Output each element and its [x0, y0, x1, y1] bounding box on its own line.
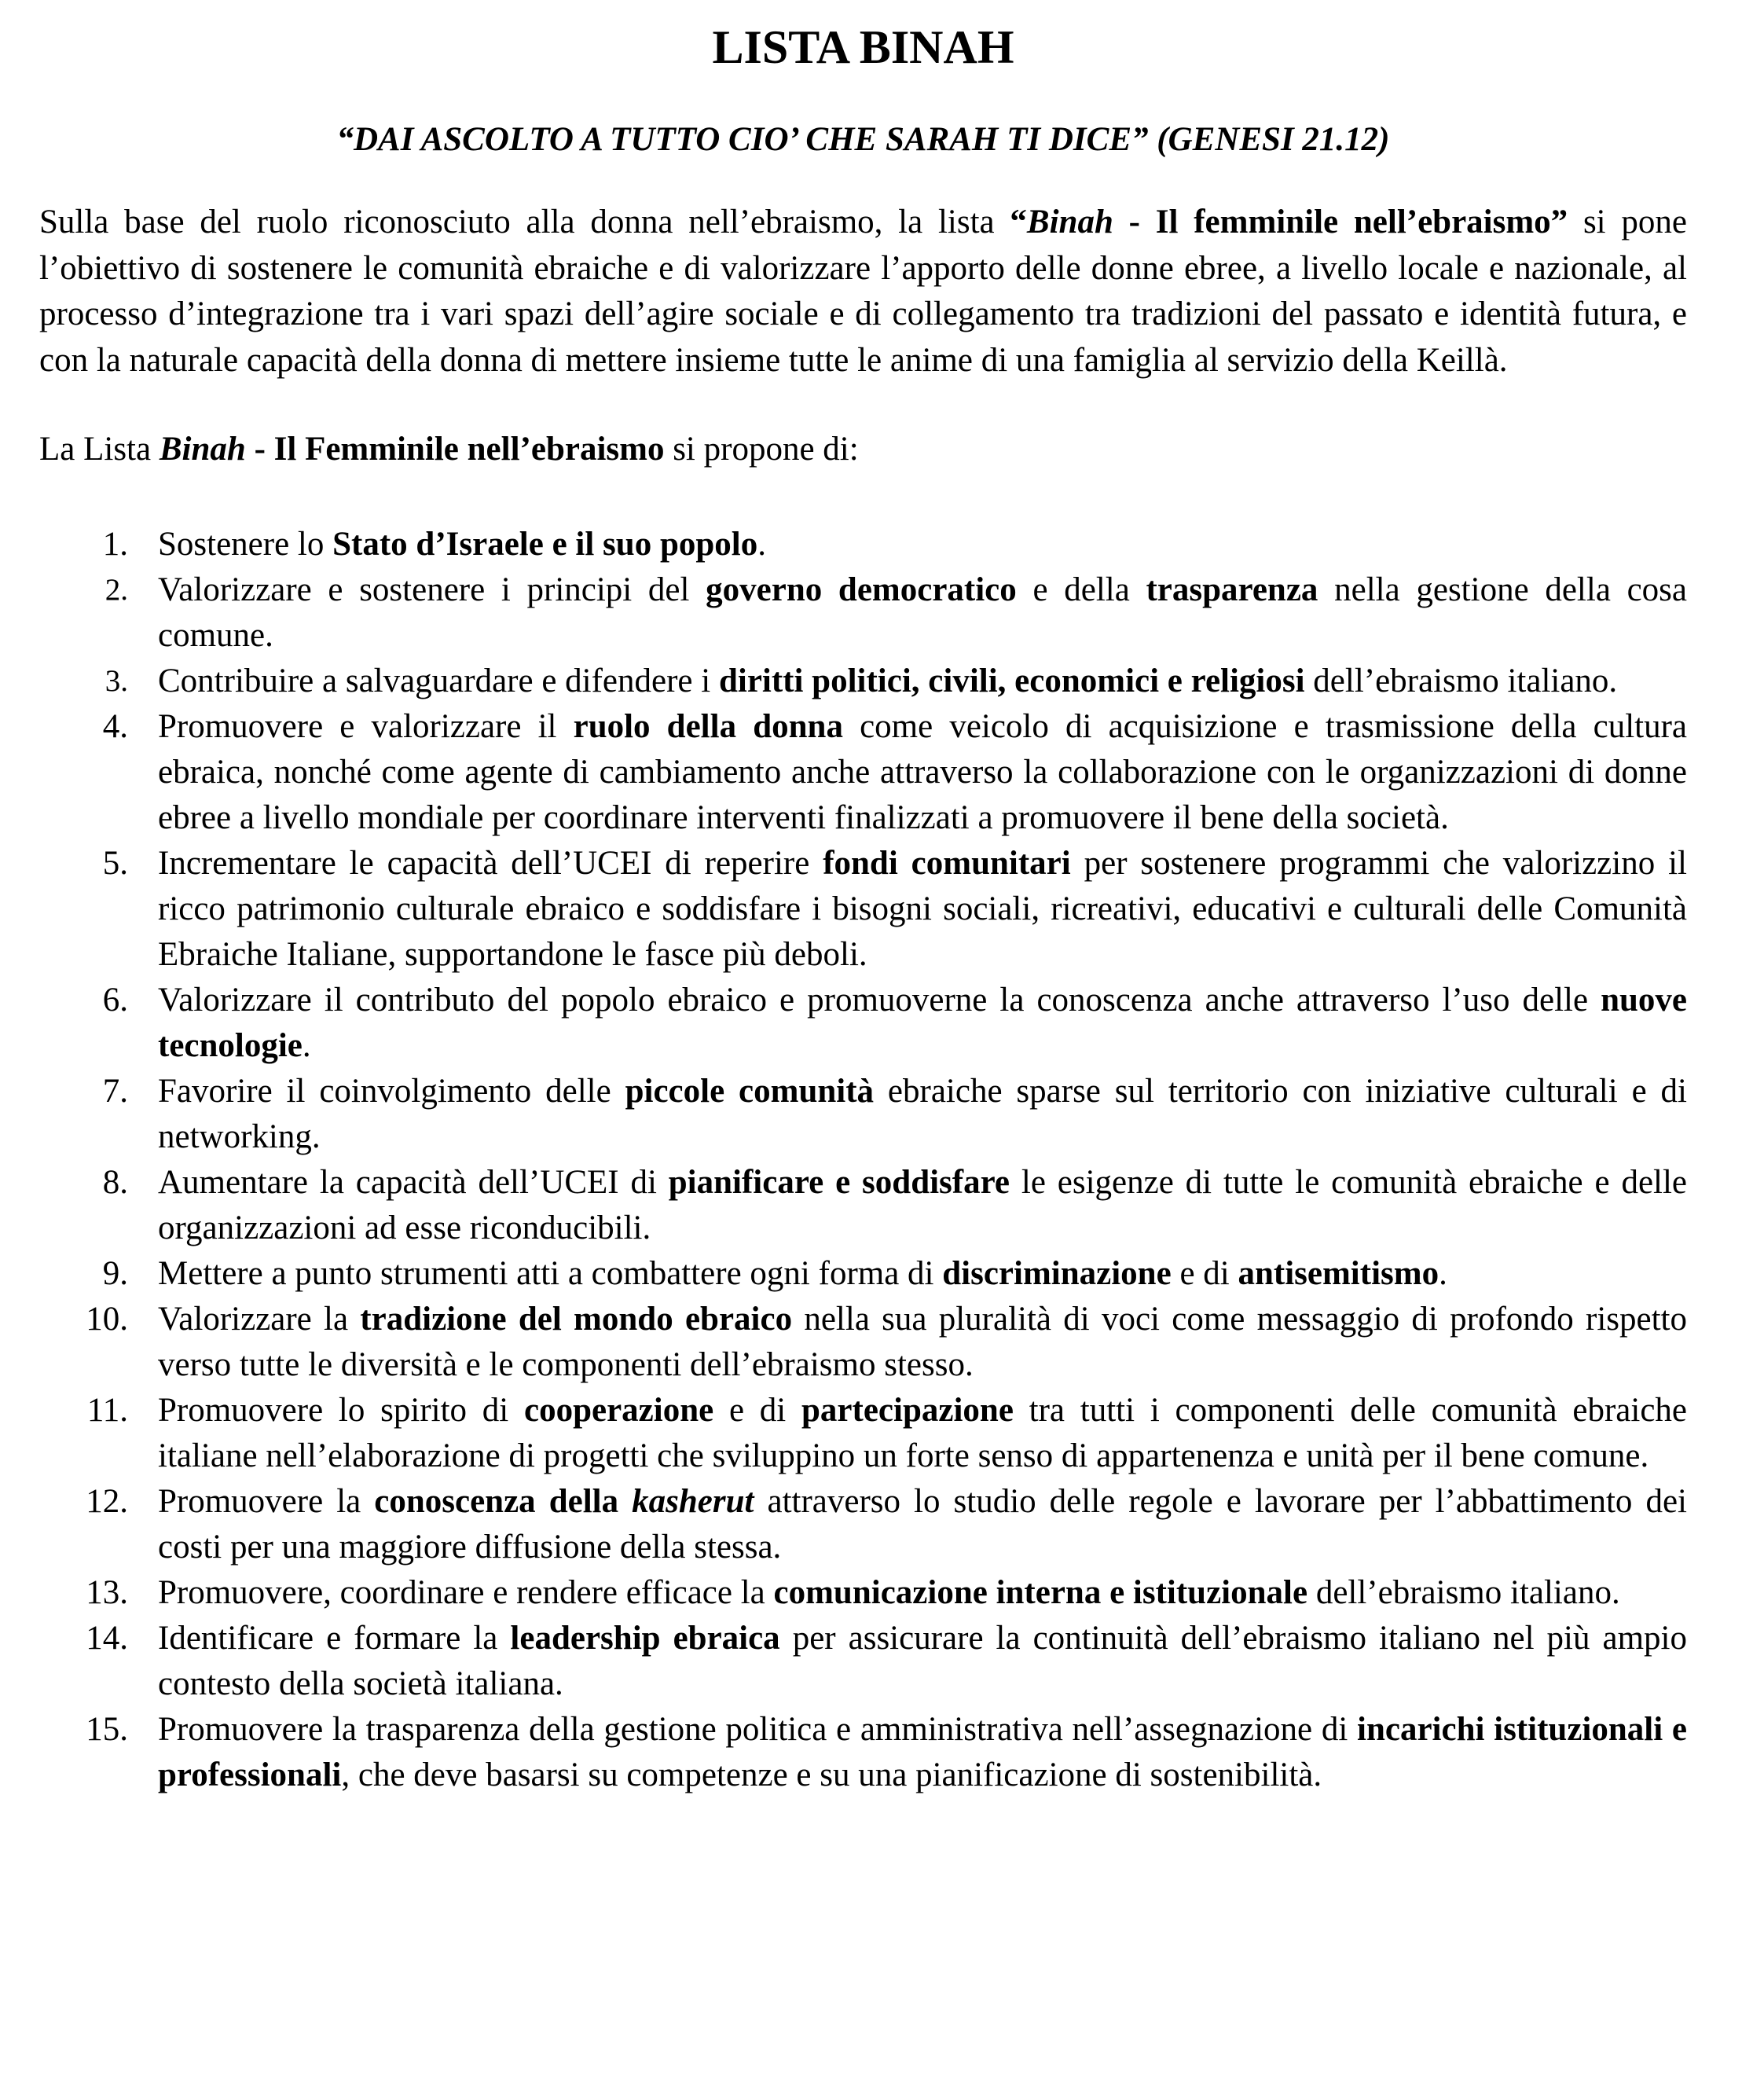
lead-paragraph — [39, 427, 1687, 473]
list-item-text: Valorizzare il contributo del popolo ebraico e promuoverne la conoscenza anche attraverso l’uso delle — [158, 981, 1601, 1019]
lead-text-1: La Lista — [39, 431, 160, 468]
list-item-text: ebraiche sparse sul territorio con iniziative culturali e di networking. — [158, 1072, 1687, 1155]
list-item-emphasis: piccole comunità — [625, 1072, 875, 1110]
intro-text-2: si pone l’obiettivo di sostenere le comunità ebraiche e di valorizzare l’apporto delle donne ebree, a livello locale e nazionale, al processo d’integrazione tra i vari spazi dell’agire sociale e di collegamento tra tradizioni del passato e identità futura, e con la naturale capacità della donna di mettere insieme tutte le anime di una famiglia al servizio della Keillà. — [39, 204, 1687, 379]
list-item-text: , che deve basarsi su competenze e su una pianificazione di sostenibilità. — [341, 1756, 1322, 1793]
list-item-text: nella sua pluralità di voci come messaggio di profondo rispetto verso tutte le diversità e le componenti dell’ebraismo stesso. — [158, 1300, 1687, 1383]
lead-list-name: - Il Femminile nell’ebraismo — [245, 431, 665, 468]
list-item-emphasis: fondi comunitari — [823, 844, 1071, 882]
list-item — [39, 978, 1687, 1069]
list-item-text: le esigenze di tutte le comunità ebraiche e delle organizzazioni ad esse riconducibili. — [158, 1163, 1688, 1246]
list-item-emphasis: governo democratico — [706, 571, 1017, 608]
list-item-text: e di — [713, 1391, 802, 1429]
list-item-number: 1. — [102, 525, 128, 563]
list-item — [39, 1707, 1687, 1798]
list-item-emphasis: tradizione del mondo ebraico — [360, 1300, 793, 1338]
list-item-text: Mettere a punto strumenti atti a combattere ogni forma di — [158, 1254, 943, 1292]
list-item-number: 3. — [105, 663, 128, 698]
list-item-text: . — [1439, 1254, 1447, 1292]
intro-quote-open: “ — [1010, 204, 1027, 240]
intro-paragraph — [39, 200, 1687, 384]
list-item-text: Valorizzare la — [158, 1300, 361, 1338]
list-item — [39, 522, 1687, 567]
list-item — [39, 704, 1687, 841]
list-item-emphasis: trasparenza — [1146, 571, 1318, 608]
list-item-text: Incrementare le capacità dell’UCEI di reperire — [158, 844, 823, 882]
list-item-text: come veicolo di acquisizione e trasmissione della cultura ebraica, nonché come agente di cambiamento anche attraverso la collaborazione con le organizzazioni di donne ebree a livello mondiale per coordinare interventi finalizzati a promuovere il bene della società. — [158, 707, 1688, 836]
intro-list-name: - Il femminile nell’ebraismo” — [1113, 204, 1568, 240]
list-item-number: 13. — [86, 1573, 128, 1611]
list-item-emphasis: kasherut — [632, 1482, 754, 1520]
list-item-emphasis: comunicazione interna e istituzionale — [773, 1573, 1308, 1611]
list-item-text: Contribuire a salvaguardare e difendere i — [158, 662, 719, 699]
list-item-number: 6. — [102, 981, 128, 1019]
list-item-text: Promuovere e valorizzare il — [158, 707, 574, 745]
list-item-number: 4. — [102, 707, 128, 745]
list-item — [39, 1251, 1687, 1297]
list-item-emphasis: ruolo della donna — [573, 707, 843, 745]
list-item-emphasis: diritti politici, civili, economici e religiosi — [718, 662, 1305, 699]
list-item-text: Promuovere la — [158, 1482, 375, 1520]
list-item-text: Promuovere lo spirito di — [158, 1391, 524, 1429]
list-item-emphasis: nuove tecnologie — [158, 981, 1687, 1064]
list-item — [39, 567, 1687, 659]
list-item-text: Sostenere lo — [158, 525, 333, 563]
intro-binah: Binah — [1026, 204, 1113, 240]
list-item-text: Identificare e formare la — [158, 1619, 511, 1657]
list-item-number: 5. — [102, 844, 128, 882]
list-item — [39, 1069, 1687, 1160]
list-item-text: e di — [1171, 1254, 1238, 1292]
lead-text-2: si propone di: — [664, 431, 859, 468]
list-item-text: attraverso lo studio delle regole e lavorare per l’abbattimento dei costi per una maggiore diffusione della stessa. — [158, 1482, 1687, 1566]
list-item-number: 14. — [86, 1619, 128, 1657]
list-item — [39, 659, 1687, 704]
list-item-text: per assicurare la continuità dell’ebraismo italiano nel più ampio contesto della società italiana. — [158, 1619, 1687, 1702]
list-item-text: Promuovere la trasparenza della gestione politica e amministrativa nell’assegnazione di — [158, 1710, 1358, 1748]
list-item — [39, 841, 1687, 978]
lead-binah: Binah — [159, 431, 246, 468]
list-item-number: 11. — [86, 1391, 128, 1429]
list-item-text: Aumentare la capacità dell’UCEI di — [158, 1163, 669, 1201]
page-subtitle: “DAI ASCOLTO A TUTTO CIO’ CHE SARAH TI DICE” (GENESI 21.12) — [336, 121, 1390, 158]
list-item-emphasis: discriminazione — [942, 1254, 1172, 1292]
list-item — [39, 1570, 1687, 1616]
list-item-text: nella gestione della cosa comune. — [158, 571, 1688, 654]
list-item-number: 12. — [86, 1482, 128, 1520]
list-item-emphasis: conoscenza della — [374, 1482, 633, 1520]
list-item-emphasis: pianificare e soddisfare — [668, 1163, 1010, 1201]
list-item-text: Promuovere, coordinare e rendere efficace la — [158, 1573, 774, 1611]
list-item-number: 8. — [102, 1163, 128, 1201]
list-item-number: 2. — [105, 572, 128, 607]
list-item-emphasis: Stato d’Israele e il suo popolo — [332, 525, 758, 563]
list-item-emphasis: leadership ebraica — [510, 1619, 780, 1657]
list-item — [39, 1297, 1687, 1388]
list-item-text: . — [757, 525, 766, 563]
intro-text-1: Sulla base del ruolo riconosciuto alla donna nell’ebraismo, la lista — [39, 204, 1010, 240]
list-item-text: tra tutti i componenti delle comunità ebraiche italiane nell’elaborazione di progetti che sviluppino un forte senso di appartenenza e unità per il bene comune. — [158, 1391, 1687, 1474]
list-item-emphasis: incarichi istituzionali e professionali — [158, 1710, 1687, 1793]
list-item — [39, 1616, 1687, 1707]
list-item-emphasis: antisemitismo — [1238, 1254, 1439, 1292]
list-item-emphasis: partecipazione — [801, 1391, 1014, 1429]
list-item-number: 15. — [86, 1710, 128, 1748]
list-item-text: per sostenere programmi che valorizzino il ricco patrimonio culturale ebraico e soddisfare i bisogni sociali, ricreativi, educativi e culturali delle Comunità Ebraiche Italiane, supportandone le fasce più deboli. — [158, 844, 1687, 973]
list-item-text: Favorire il coinvolgimento delle — [158, 1072, 625, 1110]
list-item-text: dell’ebraismo italiano. — [1304, 662, 1618, 699]
list-item-number: 9. — [102, 1254, 128, 1292]
list-item — [39, 1479, 1687, 1570]
list-item-number: 10. — [86, 1300, 128, 1338]
list-item-emphasis: cooperazione — [524, 1391, 714, 1429]
list-item — [39, 1388, 1687, 1479]
list-item — [39, 1160, 1687, 1251]
list-item-text: . — [302, 1026, 311, 1064]
list-item-text: Valorizzare e sostenere i principi del — [158, 571, 706, 608]
goals-list — [39, 522, 1687, 1798]
list-item-number: 7. — [102, 1072, 128, 1110]
list-item-text: dell’ebraismo italiano. — [1307, 1573, 1620, 1611]
list-item-text: e della — [1016, 571, 1146, 608]
page-title: LISTA BINAH — [712, 21, 1014, 73]
